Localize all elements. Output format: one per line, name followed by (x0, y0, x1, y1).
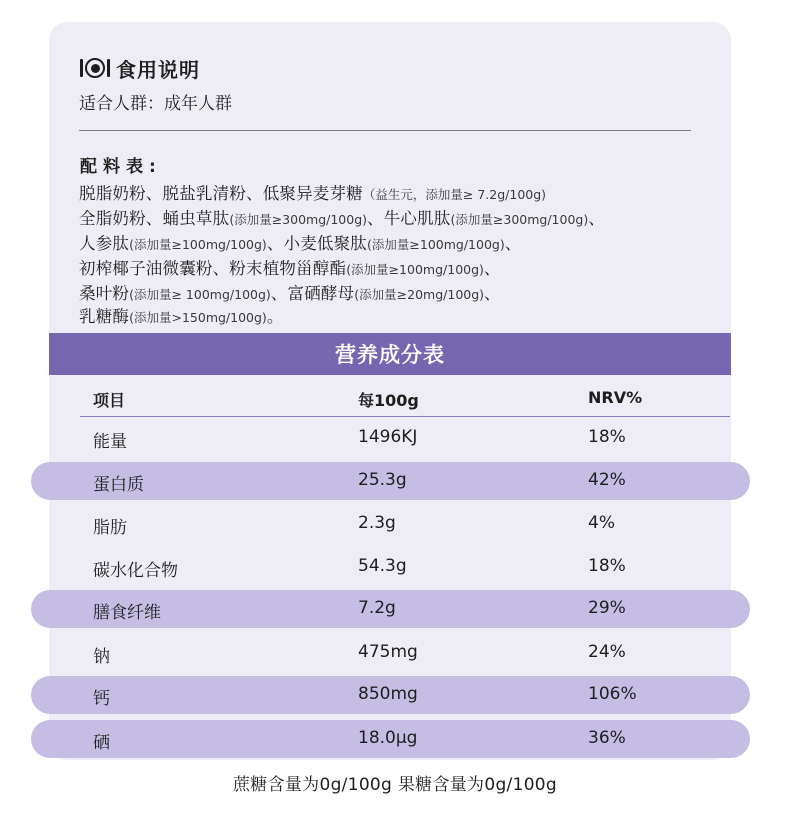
nutrition-cell-nrv: 18% (588, 427, 626, 447)
nutrition-cell-item: 蛋白质 (93, 475, 144, 495)
column-header-item: 项目 (93, 391, 126, 410)
ingredient-text: 脱脂奶粉、脱盐乳清粉、低聚异麦芽糖 (79, 184, 363, 203)
ingredient-text: 初榨椰子油微囊粉、粉末植物甾醇酯 (79, 259, 347, 278)
ingredient-dosage: (添加量≥100mg/100g) (367, 237, 505, 252)
ingredient-dosage: (添加量≥20mg/100g) (354, 287, 485, 302)
usage-header (80, 54, 200, 82)
nutrition-cell-nrv: 18% (588, 556, 626, 576)
ingredient-line (79, 205, 605, 229)
ingredient-line (79, 255, 501, 279)
nutrition-table-title: 营养成分表 (49, 333, 731, 375)
nutrition-cell-nrv: 106% (588, 684, 637, 704)
ingredient-text: 乳糖酶 (79, 307, 130, 326)
ingredient-line (79, 230, 521, 254)
ingredient-text: 、小麦低聚肽 (266, 234, 368, 253)
ingredient-dosage: (添加量≥ 100mg/100g) (129, 287, 271, 302)
nutrition-cell-item: 碳水化合物 (93, 561, 178, 581)
column-header-per100g: 每100g (358, 391, 419, 410)
ingredient-dosage: （益生元，添加量≥ 7.2g/100g) (362, 187, 547, 202)
ingredient-text: 、 (504, 234, 522, 253)
ingredient-text: 、富硒酵母 (270, 284, 355, 303)
ingredient-dosage: (添加量>150mg/100g) (129, 310, 267, 325)
ingredient-text: 人参肽 (79, 234, 130, 253)
nutrition-cell-nrv: 29% (588, 598, 626, 618)
nutrition-cell-per100g: 850mg (358, 684, 418, 704)
sugar-content-note: 蔗糖含量为0g/100g 果糖含量为0g/100g (232, 775, 558, 795)
nutrition-cell-nrv: 24% (588, 642, 626, 662)
ingredients-label: 配料表: (80, 157, 162, 177)
nutrition-cell-item: 脂肪 (93, 518, 127, 538)
nutrition-cell-per100g: 1496KJ (358, 427, 418, 447)
ingredient-text: 、牛心肌肽 (367, 209, 451, 228)
ingredient-dosage: (添加量≥300mg/100g) (450, 212, 589, 227)
ingredient-text: 全脂奶粉、蛹虫草肽 (79, 209, 230, 228)
nutrition-cell-per100g: 475mg (358, 642, 418, 662)
target-audience: 适合人群：成年人群 (79, 94, 232, 114)
nutrition-cell-per100g: 18.0μg (358, 728, 418, 748)
ingredient-dosage: (添加量≥100mg/100g) (346, 262, 484, 277)
ingredient-text: 、 (588, 209, 605, 228)
ingredient-dosage: (添加量≥300mg/100g) (229, 212, 368, 227)
section-divider (79, 130, 691, 131)
nutrition-cell-item: 钙 (93, 689, 110, 709)
plate-and-cutlery-icon (80, 58, 110, 78)
column-header-nrv: NRV% (588, 388, 643, 407)
nutrition-cell-nrv: 4% (588, 513, 615, 533)
usage-title: 食用说明 (116, 57, 200, 82)
ingredient-text: 桑叶粉 (79, 284, 130, 303)
nutrition-cell-per100g: 54.3g (358, 556, 407, 576)
ingredient-dosage: (添加量≥100mg/100g) (129, 237, 267, 252)
ingredient-text: 、 (484, 284, 501, 303)
nutrition-cell-item: 钠 (93, 647, 110, 667)
ingredient-text: 、 (483, 259, 501, 278)
ingredient-line (79, 180, 546, 204)
column-header-divider (80, 416, 730, 417)
nutrition-cell-per100g: 7.2g (358, 598, 396, 618)
nutrition-cell-item: 能量 (93, 432, 127, 452)
ingredient-text: 。 (266, 307, 284, 326)
nutrition-cell-per100g: 2.3g (358, 513, 396, 533)
nutrition-cell-nrv: 36% (588, 728, 626, 748)
nutrition-cell-item: 膳食纤维 (93, 603, 161, 623)
ingredient-line (79, 303, 284, 327)
ingredient-line (79, 280, 501, 304)
nutrition-cell-item: 硒 (93, 733, 110, 753)
nutrition-cell-nrv: 42% (588, 470, 626, 490)
nutrition-cell-per100g: 25.3g (358, 470, 407, 490)
